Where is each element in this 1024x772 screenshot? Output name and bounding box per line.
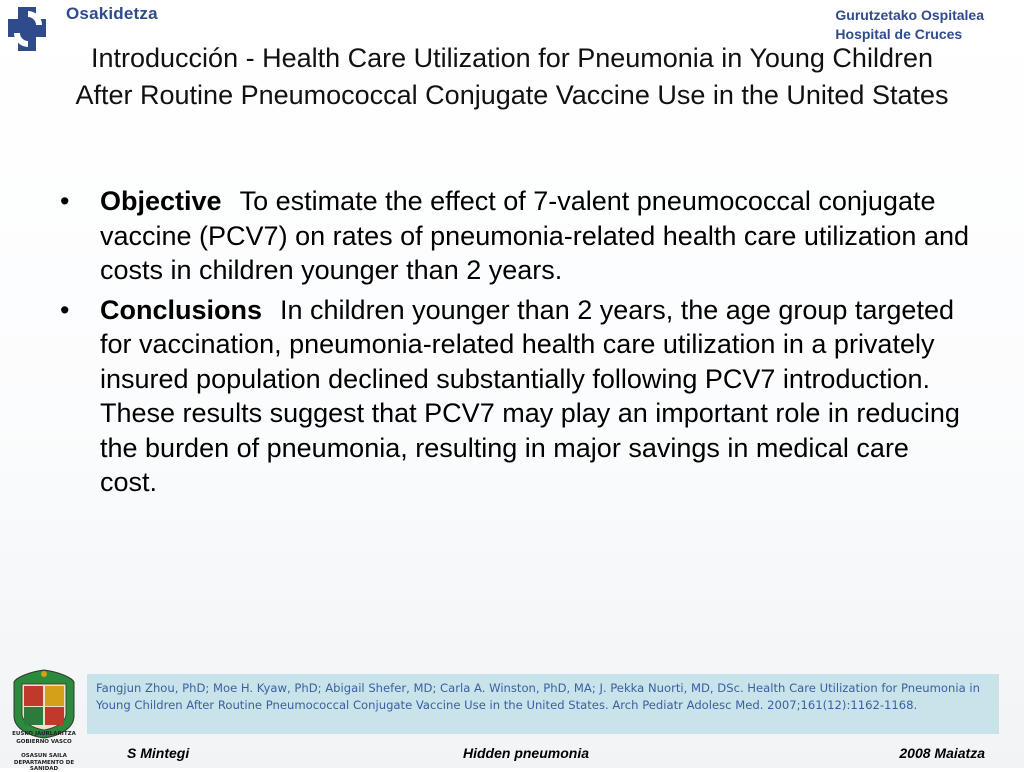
- bullet-text-conclusions: In children younger than 2 years, the age group targeted for vaccination, pneumonia-related health care utilization in a privately insured population declined substantially following PCV7 introduction. These results suggest that PCV7 may play an important role in reducing the burden of pneumonia, resulting in major savings in medical care cost.: [100, 294, 960, 497]
- footer-date: 2008 Maiatza: [899, 745, 985, 761]
- footer-author: S Mintegi: [127, 745, 190, 761]
- bullet-marker: •: [60, 294, 70, 325]
- bullet-term-conclusions: Conclusions: [100, 294, 263, 325]
- osakidetza-brand-name: Osakidetza: [66, 4, 158, 23]
- bullet-list: [60, 184, 970, 505]
- dept-caption-spanish: DEPARTAMENTO DE SANIDAD: [13, 760, 75, 772]
- hospital-name-spanish: Hospital de Cruces: [835, 26, 963, 42]
- bullet-marker: •: [60, 186, 70, 216]
- osakidetza-logo-icon: [6, 3, 48, 55]
- bullet-text-objective: To estimate the effect of 7-valent pneumococcal conjugate vaccine (PCV7) on rates of pneumonia-related health care utilization and costs in children younger than 2 years.: [100, 186, 969, 285]
- dept-caption-basque: OSASUN SAILA: [21, 753, 67, 759]
- slide-title: Introducción - Health Care Utilization for Pneumonia in Young Children After Routine Pneumococcal Conjugate Vaccine Use in the United States: [75, 43, 949, 110]
- hospital-name-block: [835, 6, 984, 44]
- citation-box: Fangjun Zhou, PhD; Moe H. Kyaw, PhD; Abigail Shefer, MD; Carla A. Winston, PhD, MA; J. Pekka Nuorti, MD, DSc. Health Care Utilization for Pneumonia in Young Children After Routine Pneumococcal Conjugate Vaccine Use in the United States. Arch Pediatr Adolesc Med. 2007;161(12):1162-1168.: [87, 674, 999, 734]
- arms-caption-basque: EUSKO JAURLARITZA: [12, 731, 76, 737]
- hospital-name-basque: Gurutzetako Ospitalea: [835, 7, 984, 23]
- arms-caption-spanish: GOBIERNO VASCO: [16, 739, 72, 745]
- bullet-term-objective: Objective: [100, 186, 222, 216]
- footer-topic: Hidden pneumonia: [463, 745, 589, 761]
- footer: [87, 740, 999, 768]
- bullet-objective: [60, 184, 970, 288]
- bullet-conclusions: [60, 293, 970, 500]
